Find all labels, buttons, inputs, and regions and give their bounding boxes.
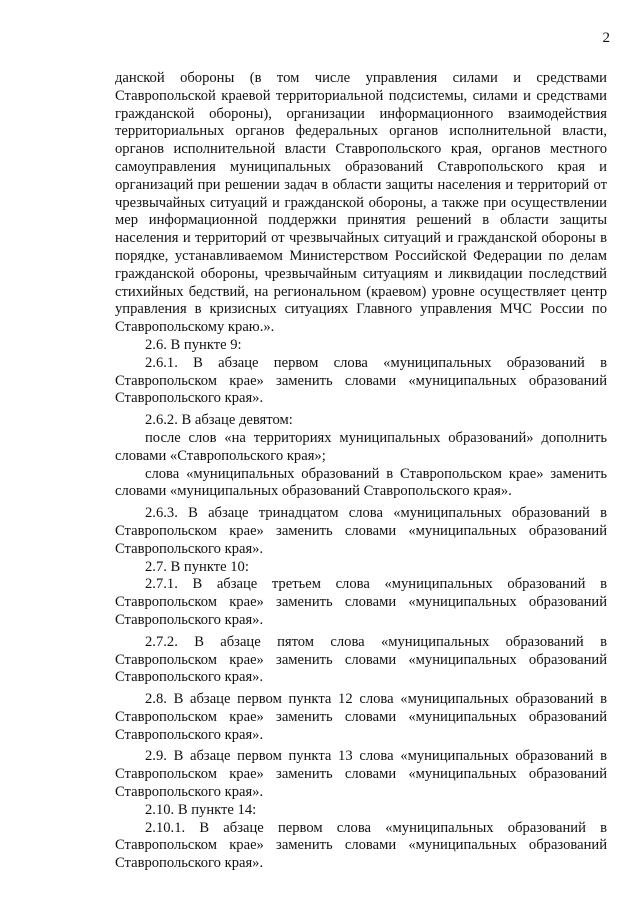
paragraph-2-6-2-b: слова «муниципальных образований в Ставропольском крае» заменить словами «муниципальных образований Ставропольского края».: [115, 465, 607, 500]
document-body: [115, 70, 607, 873]
paragraph-2-10: 2.10. В пункте 14:: [145, 801, 257, 818]
paragraph-2-7: 2.7. В пункте 10:: [145, 558, 249, 575]
page-number: 2: [602, 30, 610, 46]
paragraph-continuation: данской обороны (в том числе управления силами и средствами Ставропольской краевой территориальной подсистемы, силами и средствами гражданской обороны), организации информационного взаимодействия территориальных органов федеральных органов исполнительной власти, органов исполнительной власти Ставропольского края, органов местного самоуправления муниципальных образований Ставропольского края и организаций при решении задач в области защиты населения и территорий от чрезвычайных ситуаций и гражданской обороны, а также при осуществлении мер информационной поддержки принятия решений в области защиты населения и территорий от чрезвычайных ситуаций и гражданской обороны в порядке, устанавливаемом Министерством Российской Федерации по делам гражданской обороны, чрезвычайным ситуациям и ликвидации последствий стихийных бедствий, на региональном (краевом) уровне осуществляет центр управления в кризисных ситуациях Главного управления МЧС России по Ставропольскому краю.».: [115, 70, 607, 336]
paragraph-2-6: 2.6. В пункте 9:: [145, 336, 242, 353]
paragraph-2-7-1: 2.7.1. В абзаце третьем слова «муниципальных образований в Ставропольском крае» заменить словами «муниципальных образований Ставропольского края».: [115, 576, 607, 628]
paragraph-2-6-2-a: после слов «на территориях муниципальных образований» дополнить словами «Ставропольского края»;: [115, 429, 607, 464]
paragraph-2-8: 2.8. В абзаце первом пункта 12 слова «муниципальных образований в Ставропольском крае» заменить словами «муниципальных образований Ставропольского края».: [115, 691, 607, 743]
paragraph-2-7-2: 2.7.2. В абзаце пятом слова «муниципальных образований в Ставропольском крае» заменить словами «муниципальных образований Ставропольского края».: [115, 633, 607, 686]
paragraph-2-6-2: 2.6.2. В абзаце девятом:: [145, 412, 293, 429]
paragraph-2-10-1: 2.10.1. В абзаце первом слова «муниципальных образований в Ставропольском крае» заменить словами «муниципальных образований Ставропольского края».: [115, 819, 607, 872]
paragraph-2-6-1: 2.6.1. В абзаце первом слова «муниципальных образований в Ставропольском крае» заменить словами «муниципальных образований Ставропольского края».: [115, 354, 607, 407]
paragraph-2-6-3: 2.6.3. В абзаце тринадцатом слова «муниципальных образований в Ставропольском крае» заменить словами «муниципальных образований Ставропольского края».: [115, 505, 607, 557]
paragraph-2-9: 2.9. В абзаце первом пункта 13 слова «муниципальных образований в Ставропольском крае» заменить словами «муниципальных образований Ставропольского края».: [115, 748, 607, 801]
